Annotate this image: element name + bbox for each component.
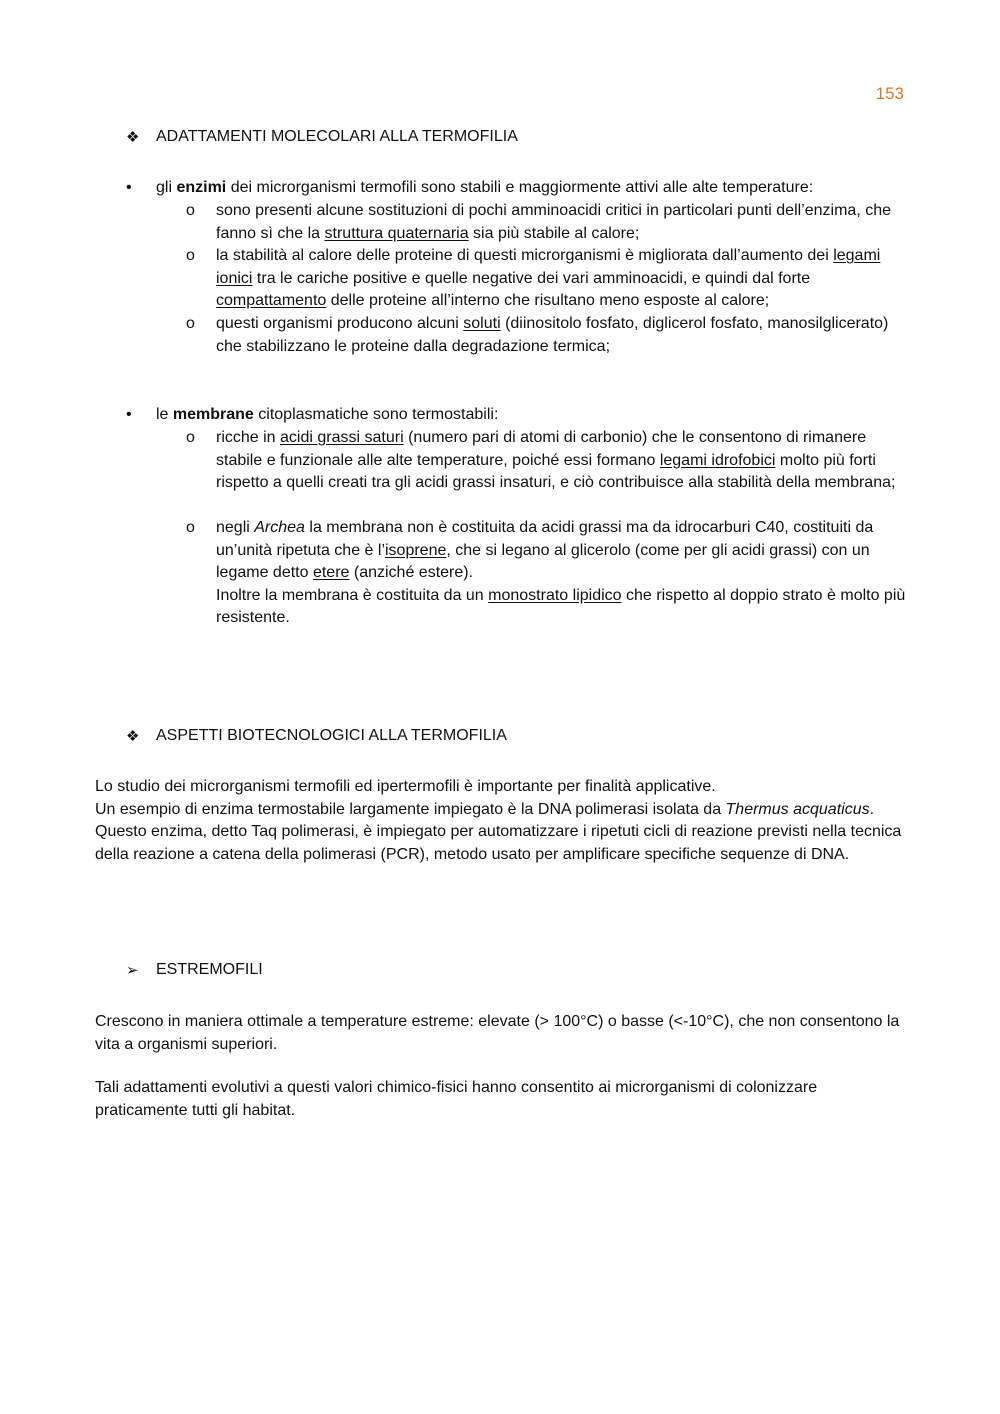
- sub-item-archea: [186, 517, 906, 630]
- bullet-enzimi: [126, 177, 906, 200]
- sub-item-text: la stabilità al calore delle proteine di questi microrganismi è migliorata dall’aumento dei legami ionici tra le cariche positive e quelle negative dei vari amminoacidi, e quindi dal forte compattamento delle proteine all’interno che risultano meno esposte al calore;: [216, 247, 881, 309]
- sub-item-text: ricche in acidi grassi saturi (numero pari di atomi di carbonio) che le consentono di rimanere stabile e funzionale alle alte temperature, poiché essi formano legami idrofobici molto più forti rispetto a quelli creati tra gli acidi grassi insaturi, e ciò contribuisce alla stabilità della membrana;: [216, 429, 896, 491]
- sub-item-struttura: [186, 200, 906, 245]
- circle-bullet-icon: o: [186, 315, 195, 332]
- circle-bullet-icon: o: [186, 247, 195, 264]
- bullet-dot-icon: •: [126, 179, 132, 196]
- section-heading-adattamenti: [126, 128, 518, 146]
- section-title: ADATTAMENTI MOLECOLARI ALLA TERMOFILIA: [156, 128, 518, 145]
- bullet-dot-icon: •: [126, 406, 132, 423]
- section-title: ESTREMOFILI: [156, 961, 263, 978]
- sub-item-acidi-grassi: [186, 427, 906, 495]
- circle-bullet-icon: o: [186, 429, 195, 446]
- paragraph-estremofili-1: Crescono in maniera ottimale a temperature estreme: elevate (> 100°C) o basse (<-10°C), che non consentono la vita a organismi superiori.: [95, 1013, 900, 1053]
- bullet-text: gli enzimi dei microrganismi termofili sono stabili e maggiormente attivi alle alte temperature:: [156, 179, 814, 196]
- page-number: 153: [875, 84, 904, 103]
- circle-bullet-icon: o: [186, 519, 195, 536]
- sub-item-text: negli Archea la membrana non è costituita da acidi grassi ma da idrocarburi C40, costituiti da un’unità ripetuta che è l’isoprene, che si legano al glicerolo (come per gli acidi grassi) con un legame detto etere (anziché estere). Inoltre la membrana è costituita da un monostrato lipidico che rispetto al doppio strato è molto più resistente.: [216, 519, 906, 626]
- section-title: ASPETTI BIOTECNOLOGICI ALLA TERMOFILIA: [156, 727, 507, 744]
- diamond-bullet-icon: ❖: [126, 728, 140, 745]
- arrow-bullet-icon: ➢: [126, 962, 139, 979]
- sub-item-soluti: [186, 313, 906, 358]
- diamond-bullet-icon: ❖: [126, 129, 140, 146]
- bullet-membrane: [126, 404, 906, 427]
- section-heading-estremofili: [126, 961, 263, 979]
- circle-bullet-icon: o: [186, 202, 195, 219]
- bullet-text: le membrane citoplasmatiche sono termostabili:: [156, 406, 499, 423]
- paragraph-estremofili-2: Tali adattamenti evolutivi a questi valori chimico-fisici hanno consentito ai microrganismi di colonizzare praticamente tutti gli habitat.: [95, 1079, 818, 1119]
- paragraph-biotech: Lo studio dei microrganismi termofili ed ipertermofili è importante per finalità applicative. Un esempio di enzima termostabile largamente impiegato è la DNA polimerasi isolata da Thermus acquaticus. Questo enzima, detto Taq polimerasi, è impiegato per automatizzare i ripetuti cicli di reazione previsti nella tecnica della reazione a catena della polimerasi (PCR), metodo usato per amplificare specifiche sequenze di DNA.: [95, 778, 902, 863]
- sub-item-text: sono presenti alcune sostituzioni di pochi amminoacidi critici in particolari punti dell’enzima, che fanno sì che la struttura quaternaria sia più stabile al calore;: [216, 202, 891, 242]
- sub-item-legami-ionici: [186, 245, 906, 313]
- sub-item-text: questi organismi producono alcuni soluti (diinositolo fosfato, diglicerol fosfato, manosilglicerato) che stabilizzano le proteine dalla degradazione termica;: [216, 315, 889, 355]
- section-heading-aspetti: [126, 727, 507, 745]
